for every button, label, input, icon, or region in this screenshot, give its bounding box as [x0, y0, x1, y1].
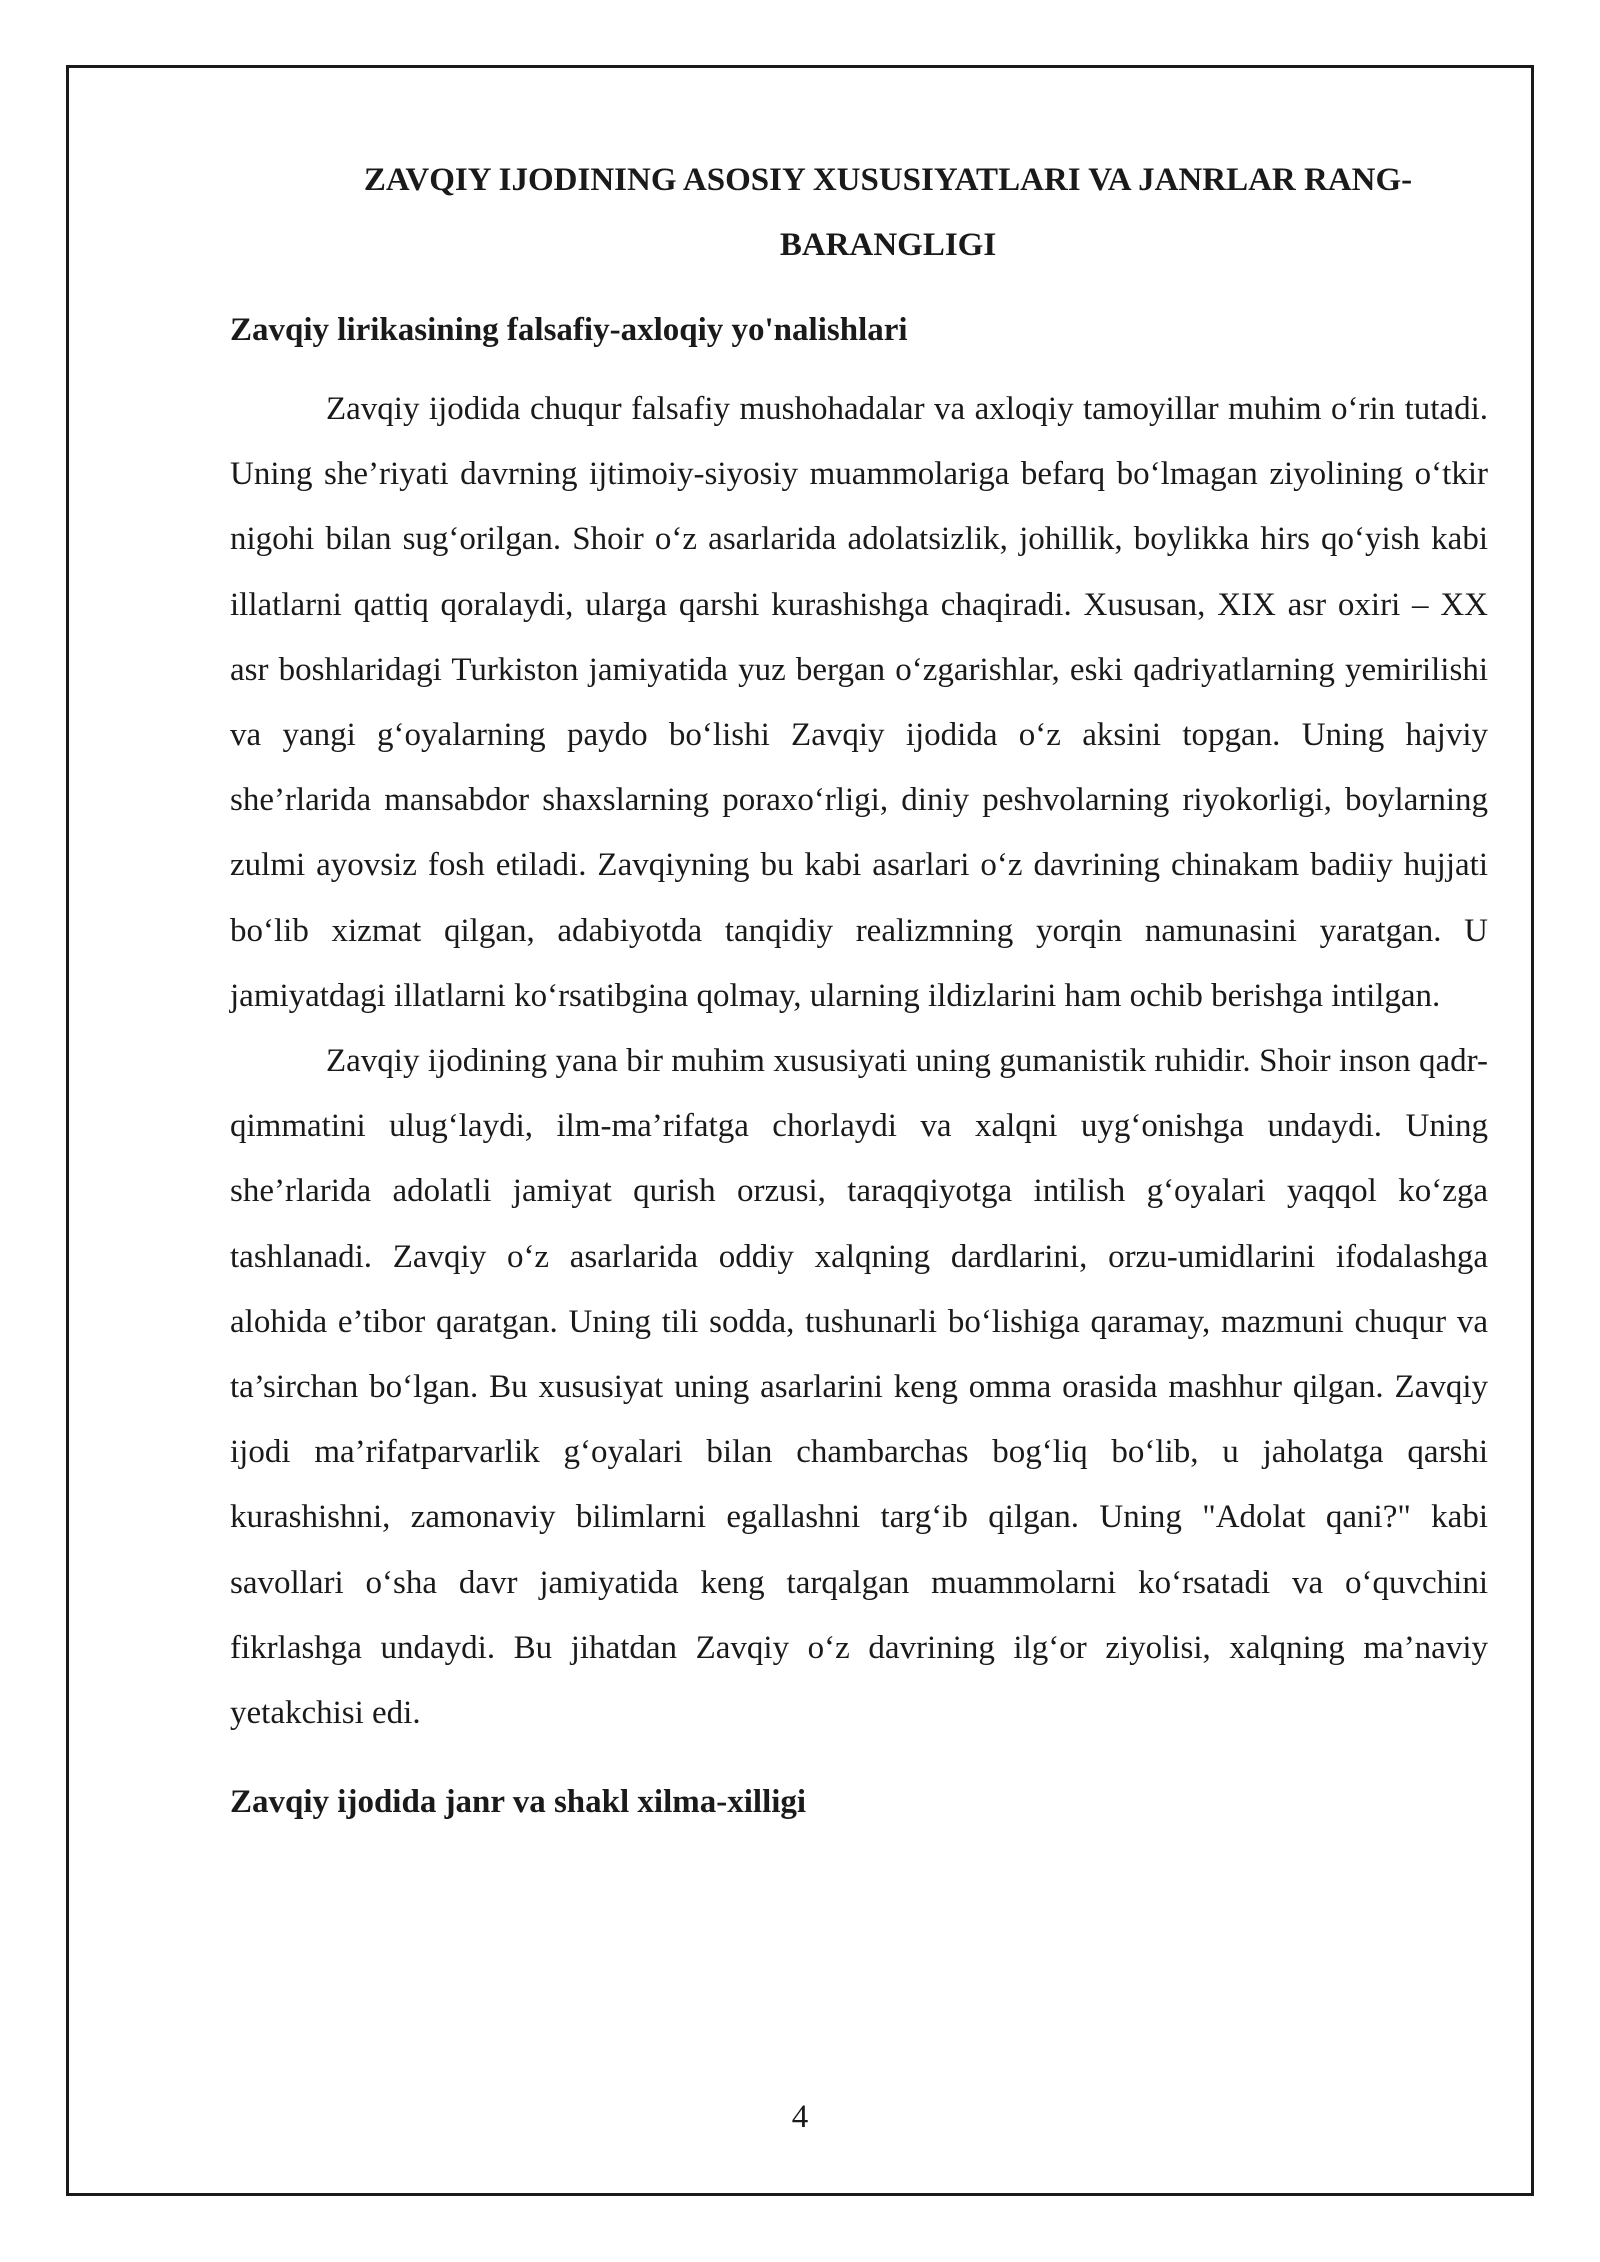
- document-title: ZAVQIY IJODINING ASOSIY XUSUSIYATLARI VA JANRLAR RANG-BARANGLIGI: [363, 162, 1413, 263]
- page-number: 4: [791, 2099, 809, 2135]
- body-paragraph: Zavqiy ijodining yana bir muhim xususiyati uning gumanistik ruhidir. Shoir inson qadr-qimmatini ulug‘laydi, ilm-ma’rifatga chorlaydi va xalqni uyg‘onishga undaydi. Uning she’rlarida adolatli jamiyat qurish orzusi, taraqqiyotga intilish g‘oyalari yaqqol ko‘zga tashlanadi. Zavqiy o‘z asarlarida oddiy xalqning dardlarini, orzu-umidlarini ifodalashga alohida e’tibor qaratgan. Uning tili sodda, tushunarli bo‘lishiga qaramay, mazmuni chuqur va ta’sirchan bo‘lgan. Bu xususiyat uning asarlarini keng omma orasida mashhur qilgan. Zavqiy ijodi ma’rifatparvarlik g‘oyalari bilan chambarchas bog‘liq bo‘lib, u jaholatga qarshi kurashishni, zamonaviy bilimlarni egallashni targ‘ib qilgan. Uning "Adolat qani?" kabi savollari o‘sha davr jamiyatida keng tarqalgan muammolarni ko‘rsatadi va o‘quvchini fikrlashga undaydi. Bu jihatdan Zavqiy o‘z davrining ilg‘or ziyolisi, xalqning ma’naviy yetakchisi edi.: [230, 1043, 1488, 1732]
- page-content: [230, 148, 1488, 1835]
- section-heading-genre-form: Zavqiy ijodida janr va shakl xilma-xilligi: [230, 1784, 807, 1821]
- section-heading-philosophical-ethical: Zavqiy lirikasining falsafiy-axloqiy yo'nalishlari: [230, 312, 908, 348]
- body-paragraph: Zavqiy ijodida chuqur falsafiy mushohadalar va axloqiy tamoyillar muhim o‘rin tutadi. Uning she’riyati davrning ijtimoiy-siyosiy muammolariga befarq bo‘lmagan ziyolining o‘tkir nigohi bilan sug‘orilgan. Shoir o‘z asarlarida adolatsizlik, johillik, boylikka hirs qo‘yish kabi illatlarni qattiq qoralaydi, ularga qarshi kurashishga chaqiradi. Xususan, XIX asr oxiri – XX asr boshlaridagi Turkiston jamiyatida yuz bergan o‘zgarishlar, eski qadriyatlarning yemirilishi va yangi g‘oyalarning paydo bo‘lishi Zavqiy ijodida o‘z aksini topgan. Uning hajviy she’rlarida mansabdor shaxslarning poraxo‘rligi, diniy peshvolarning riyokorligi, boylarning zulmi ayovsiz fosh etiladi. Zavqiyning bu kabi asarlari o‘z davrining chinakam badiiy hujjati bo‘lib xizmat qilgan, adabiyotda tanqidiy realizmning yorqin namunasini yaratgan. U jamiyatdagi illatlarni ko‘rsatibgina qolmay, ularning ildizlarini ham ochib berishga intilgan.: [230, 391, 1488, 1014]
